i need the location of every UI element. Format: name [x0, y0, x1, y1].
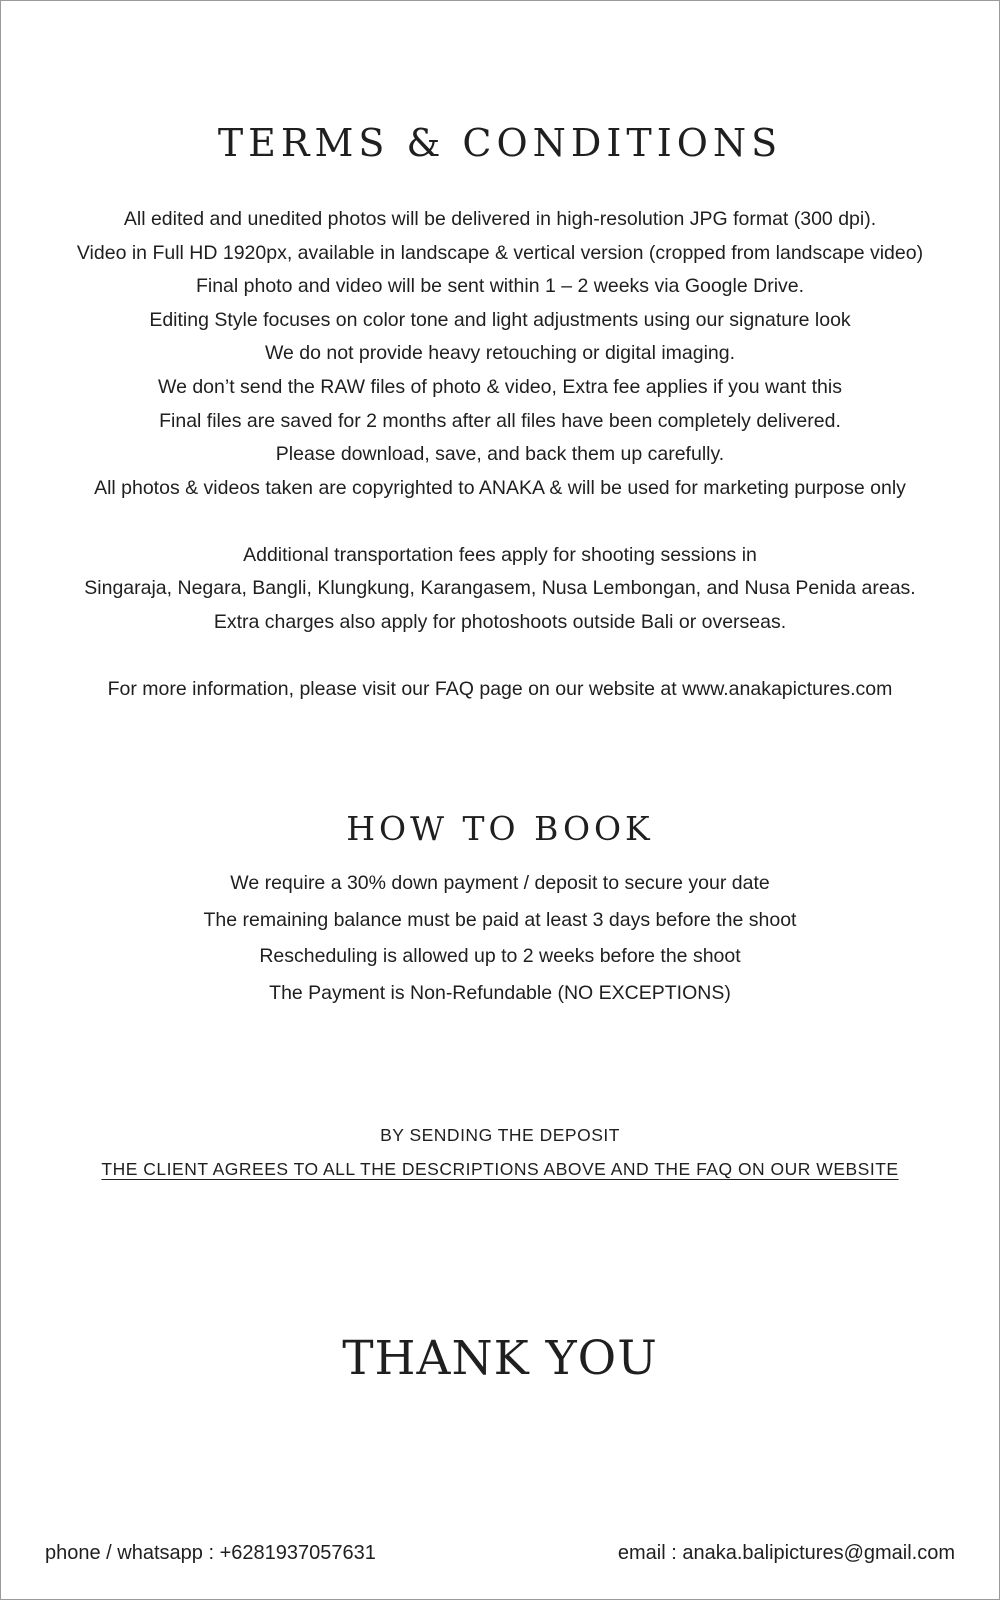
booking-item: We require a 30% down payment / deposit to secure your date — [230, 872, 770, 894]
transport-note: Additional transportation fees apply for shooting sessions in — [243, 544, 757, 566]
transport-note: Extra charges also apply for photoshoots outside Bali or overseas. — [213, 610, 787, 633]
thank-you-title: THANK YOU — [342, 1331, 658, 1386]
terms-item: Final photo and video will be sent within 1 – 2 weeks via Google Drive. — [195, 275, 805, 298]
transport-note: Singaraja, Negara, Bangli, Klungkung, Karangasem, Nusa Lembongan, and Nusa Penida areas. — [84, 577, 916, 600]
agreement-statement-text: THE CLIENT AGREES TO ALL THE DESCRIPTIONS ABOVE AND THE FAQ ON OUR WEBSITE — [101, 1159, 899, 1179]
terms-list — [1, 203, 999, 505]
terms-item: We do not provide heavy retouching or digital imaging. — [264, 342, 736, 365]
contact-phone: phone / whatsapp : +6281937057631 — [45, 1542, 376, 1564]
agreement-heading: BY SENDING THE DEPOSIT — [380, 1125, 620, 1145]
booking-item: The Payment is Non-Refundable (NO EXCEPTIONS) — [269, 981, 731, 1004]
terms-item: Please download, save, and back them up carefully. — [275, 443, 725, 466]
transport-fee-notes — [1, 539, 999, 639]
how-to-book-title: HOW TO BOOK — [346, 809, 654, 848]
terms-title: TERMS & CONDITIONS — [217, 121, 783, 165]
booking-list — [1, 865, 999, 1011]
booking-item: The remaining balance must be paid at least 3 days before the shoot — [203, 908, 797, 931]
booking-item: Rescheduling is allowed up to 2 weeks before the shoot — [259, 945, 741, 967]
terms-item: We don’t send the RAW files of photo & video, Extra fee applies if you want this — [158, 375, 842, 398]
terms-item: All photos & videos taken are copyrighted to ANAKA & will be used for marketing purpose only — [94, 476, 906, 499]
terms-item: Editing Style focuses on color tone and light adjustments using our signature look — [149, 308, 851, 331]
contact-email: email : anaka.balipictures@gmail.com — [617, 1542, 955, 1564]
agreement-statement — [1, 1155, 999, 1183]
terms-item: All edited and unedited photos will be delivered in high-resolution JPG format (300 dpi). — [123, 208, 877, 230]
terms-item: Video in Full HD 1920px, available in landscape & vertical version (cropped from landscape video) — [76, 241, 924, 264]
terms-item: Final files are saved for 2 months after all files have been completely delivered. — [159, 409, 841, 432]
faq-info-text: For more information, please visit our FAQ page on our website at www.anakapictures.com — [107, 678, 893, 700]
